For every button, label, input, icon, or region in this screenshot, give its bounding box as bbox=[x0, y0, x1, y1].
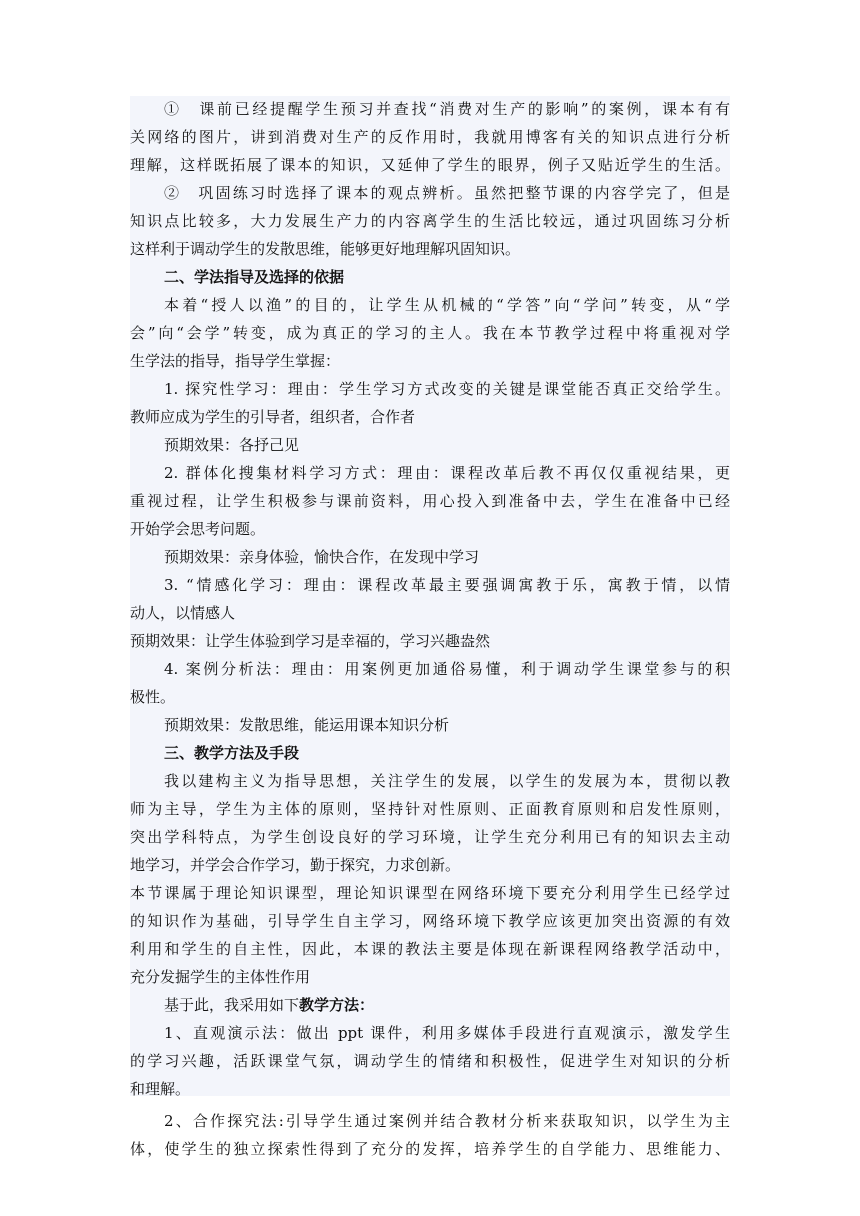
paragraph-line: ① 课前已经提醒学生预习并查找“消费对生产的影响”的案例，课本有有 bbox=[164, 100, 730, 118]
paragraph-line: 会”向“会学”转变，成为真正的学习的主人。我在本节教学过程中将重视对学 bbox=[130, 324, 730, 342]
paragraph-line: 利用和学生的自主性，因此，本课的教法主要是体现在新课程网络教学活动中， bbox=[130, 940, 730, 958]
paragraph-line: 理解，这样既拓展了课本的知识，又延伸了学生的眼界，例子又贴近学生的生活。 bbox=[130, 156, 730, 174]
paragraph-line: 教师应成为学生的引导者，组织者，合作者 bbox=[130, 408, 416, 426]
paragraph-line: 地学习，并学会合作学习，勤于探究，力求创新。 bbox=[130, 856, 461, 874]
paragraph-line: 开始学会思考问题。 bbox=[130, 520, 266, 538]
paragraph-line: 的知识作为基础，引导学生自主学习，网络环境下教学应该更加突出资源的有效 bbox=[130, 912, 730, 930]
paragraph-line: 3. “情感化学习：理由：课程改革最主要强调寓教于乐，寓教于情，以情 bbox=[164, 576, 730, 594]
paragraph-line: 1. 探究性学习：理由：学生学习方式改变的关键是课堂能否真正交给学生。 bbox=[164, 380, 730, 398]
paragraph-line: 这样利于调动学生的发散思维，能够更好地理解巩固知识。 bbox=[130, 240, 521, 258]
paragraph-line: 动人，以情感人 bbox=[130, 604, 236, 622]
paragraph-line: 极性。 bbox=[130, 688, 176, 706]
method-intro-text: 基于此，我采用如下 bbox=[164, 996, 300, 1014]
paragraph-line: 体，使学生的独立探索性得到了充分的发挥，培养学生的自学能力、思维能力、 bbox=[130, 1140, 730, 1158]
paragraph-line: 师为主导，学生为主体的原则，坚持针对性原则、正面教育原则和启发性原则， bbox=[130, 800, 730, 818]
paragraph-line: 2、合作探究法:引导学生通过案例并结合教材分析来获取知识，以学生为主 bbox=[164, 1112, 730, 1130]
paragraph-line: 生学法的指导，指导学生掌握： bbox=[130, 352, 341, 370]
paragraph-line bbox=[130, 992, 730, 1018]
paragraph-line: 充分发掘学生的主体性作用 bbox=[130, 968, 311, 986]
paragraph-line: 预期效果：各抒己见 bbox=[164, 436, 300, 454]
paragraph-line: 突出学科特点，为学生创设良好的学习环境，让学生充分利用已有的知识去主动 bbox=[130, 828, 730, 846]
document-body bbox=[130, 96, 730, 1096]
paragraph-line: 2. 群体化搜集材料学习方式：理由：课程改革后教不再仅仅重视结果，更 bbox=[164, 464, 730, 482]
section-heading: 二、学法指导及选择的依据 bbox=[164, 268, 345, 286]
paragraph-line: 我以建构主义为指导思想，关注学生的发展，以学生的发展为本，贯彻以教 bbox=[164, 772, 730, 790]
paragraph-line: 预期效果：让学生体验到学习是幸福的，学习兴趣盎然 bbox=[130, 632, 491, 650]
paragraph-line: 本节课属于理论知识课型，理论知识课型在网络环境下要充分利用学生已经学过 bbox=[130, 884, 730, 902]
paragraph-line: 的学习兴趣，活跃课堂气氛，调动学生的情绪和积极性，促进学生对知识的分析 bbox=[130, 1052, 730, 1070]
section-heading: 三、教学方法及手段 bbox=[164, 744, 300, 762]
paragraph-line: 1、直观演示法：做出 ppt 课件，利用多媒体手段进行直观演示，激发学生 bbox=[164, 1024, 730, 1042]
paragraph-line: 关网络的图片，讲到消费对生产的反作用时，我就用博客有关的知识点进行分析 bbox=[130, 128, 730, 146]
paragraph-line: ② 巩固练习时选择了课本的观点辨析。虽然把整节课的内容学完了，但是 bbox=[164, 184, 730, 202]
paragraph-line: 预期效果：发散思维，能运用课本知识分析 bbox=[164, 716, 450, 734]
paragraph-line: 和理解。 bbox=[130, 1080, 191, 1098]
paragraph-line: 知识点比较多，大力发展生产力的内容离学生的生活比较远，通过巩固练习分析 bbox=[130, 212, 730, 230]
paragraph-line: 4. 案例分析法：理由：用案例更加通俗易懂，利于调动学生课堂参与的积 bbox=[164, 660, 730, 678]
method-intro-emphasis: 教学方法： bbox=[299, 996, 375, 1014]
paragraph-line: 本着“授人以渔”的目的，让学生从机械的“学答”向“学问”转变，从“学 bbox=[164, 296, 730, 314]
paragraph-line: 重视过程，让学生积极参与课前资料，用心投入到准备中去，学生在准备中已经 bbox=[130, 492, 730, 510]
paragraph-line: 预期效果：亲身体验，愉快合作，在发现中学习 bbox=[164, 548, 480, 566]
